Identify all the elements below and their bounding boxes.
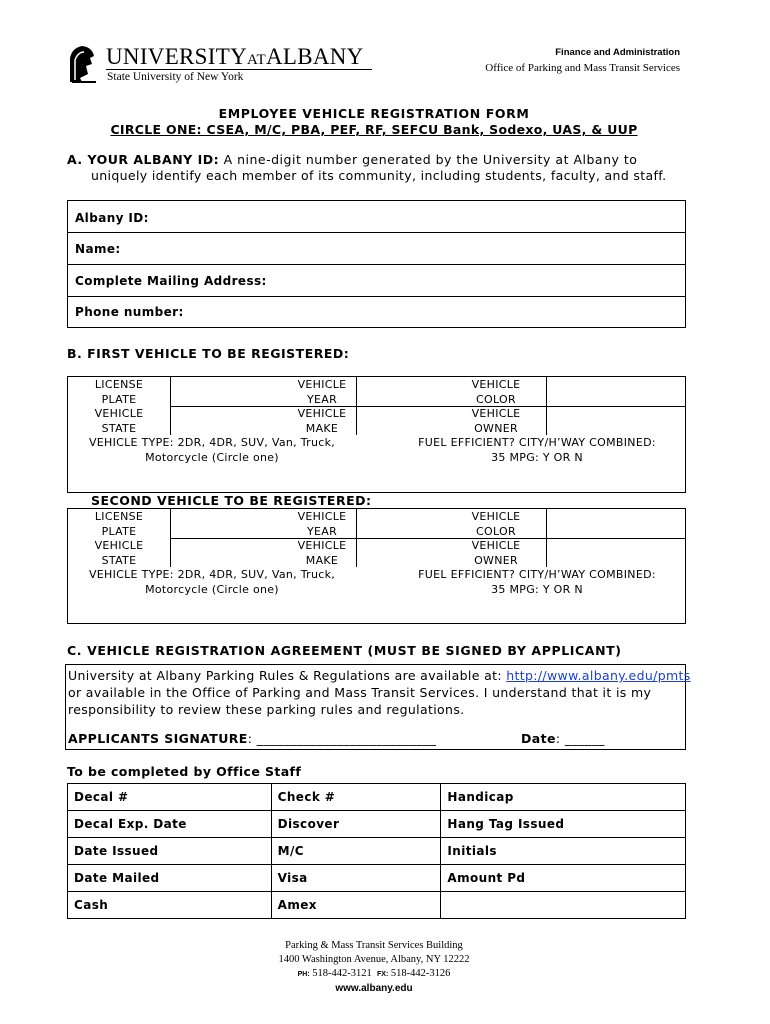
union-circle-line: CIRCLE ONE: CSEA, M/C, PBA, PEF, RF, SEFCU Bank, Sodexo, UAS, & UUP	[110, 122, 638, 137]
section-a-desc-1: A nine-digit number generated by the University at Albany to	[219, 152, 638, 167]
fuel-efficient-choice-2[interactable]: FUEL EFFICIENT? CITY/H’WAY COMBINED: 35 MPG: Y OR N	[418, 568, 656, 596]
vehicle-state-field-2[interactable]: VEHICLE STATE	[94, 539, 144, 567]
name-field[interactable]: Name:	[75, 242, 121, 256]
date-issued-cell[interactable]: Date Issued	[68, 838, 272, 865]
vehicle-type-choice[interactable]: VEHICLE TYPE: 2DR, 4DR, SUV, Van, Truck, Motorcycle (Circle one)	[88, 436, 336, 464]
mailing-address-field[interactable]: Complete Mailing Address:	[75, 274, 267, 288]
agreement-text-1: University at Albany Parking Rules & Regulations are available at:	[68, 668, 507, 683]
office-staff-table	[67, 783, 686, 919]
vehicle-year-field[interactable]: VEHICLE YEAR	[297, 378, 347, 406]
handicap-cell[interactable]: Handicap	[441, 784, 686, 811]
fuel-efficient-choice[interactable]: FUEL EFFICIENT? CITY/H’WAY COMBINED: 35 MPG: Y OR N	[418, 436, 656, 464]
footer-address: 1400 Washington Avenue, Albany, NY 12222	[278, 954, 470, 965]
second-vehicle-heading: SECOND VEHICLE TO BE REGISTERED:	[91, 493, 372, 508]
footer-website[interactable]: www.albany.edu	[335, 983, 413, 994]
date-line[interactable]: : ______	[555, 731, 605, 746]
section-a-desc-2: uniquely identify each member of its community, including students, faculty, and staff.	[91, 168, 667, 183]
table-row	[68, 892, 686, 919]
form-title: EMPLOYEE VEHICLE REGISTRATION FORM	[218, 106, 530, 121]
phone-label: PH:	[297, 971, 310, 978]
decal-number-cell[interactable]: Decal #	[68, 784, 272, 811]
license-plate-field[interactable]: LICENSE PLATE	[94, 378, 144, 406]
amex-cell[interactable]: Amex	[271, 892, 441, 919]
check-number-cell[interactable]: Check #	[271, 784, 441, 811]
section-b-heading: B. FIRST VEHICLE TO BE REGISTERED:	[67, 346, 350, 361]
signature-label: APPLICANTS SIGNATURE	[68, 731, 248, 746]
initials-cell[interactable]: Initials	[441, 838, 686, 865]
hang-tag-issued-cell[interactable]: Hang Tag Issued	[441, 811, 686, 838]
first-vehicle-box	[67, 376, 686, 493]
logo-at-text: AT	[247, 52, 266, 68]
id-info-box	[67, 200, 686, 328]
signature-line[interactable]: : ___________________________	[247, 731, 437, 746]
agreement-text-2: or available in the Office of Parking and Mass Transit Services. I understand that it is my	[68, 685, 652, 700]
section-c-heading: C. VEHICLE REGISTRATION AGREEMENT (MUST BE SIGNED BY APPLICANT)	[67, 643, 622, 658]
agreement-text-3: responsibility to review these parking rules and regulations.	[68, 702, 465, 717]
second-vehicle-box	[67, 508, 686, 624]
vehicle-owner-field[interactable]: VEHICLE OWNER	[471, 407, 521, 435]
university-logo	[66, 44, 386, 86]
vehicle-color-field-2[interactable]: VEHICLE COLOR	[471, 510, 521, 538]
table-row	[68, 784, 686, 811]
amount-paid-cell[interactable]: Amount Pd	[441, 865, 686, 892]
phone-number: 518-442-3121	[312, 968, 372, 979]
table-row	[68, 838, 686, 865]
vehicle-owner-field-2[interactable]: VEHICLE OWNER	[471, 539, 521, 567]
cash-cell[interactable]: Cash	[68, 892, 272, 919]
visa-cell[interactable]: Visa	[271, 865, 441, 892]
date-label: Date	[521, 731, 556, 746]
logo-city-text: ALBANY	[265, 44, 364, 69]
empty-cell	[441, 892, 686, 919]
vehicle-make-field[interactable]: VEHICLE MAKE	[297, 407, 347, 435]
logo-subtitle: State University of New York	[107, 71, 244, 83]
albany-id-field[interactable]: Albany ID:	[75, 211, 149, 225]
decal-exp-date-cell[interactable]: Decal Exp. Date	[68, 811, 272, 838]
fax-number: 518-442-3126	[390, 968, 451, 979]
mc-cell[interactable]: M/C	[271, 838, 441, 865]
vehicle-year-field-2[interactable]: VEHICLE YEAR	[297, 510, 347, 538]
minerva-seal-icon	[66, 44, 100, 84]
date-mailed-cell[interactable]: Date Mailed	[68, 865, 272, 892]
vehicle-state-field[interactable]: VEHICLE STATE	[94, 407, 144, 435]
license-plate-field-2[interactable]: LICENSE PLATE	[94, 510, 144, 538]
logo-main-text: UNIVERSITY	[106, 44, 247, 69]
footer-building: Parking & Mass Transit Services Building	[285, 940, 463, 951]
section-a-heading: A. YOUR ALBANY ID:	[67, 152, 220, 167]
vehicle-make-field-2[interactable]: VEHICLE MAKE	[297, 539, 347, 567]
discover-cell[interactable]: Discover	[271, 811, 441, 838]
fax-label: FX:	[377, 971, 389, 978]
agreement-box	[65, 664, 691, 750]
office-name: Office of Parking and Mass Transit Services	[485, 62, 680, 74]
office-staff-heading: To be completed by Office Staff	[67, 764, 302, 779]
table-row	[68, 811, 686, 838]
pmts-link[interactable]: http://www.albany.edu/pmts	[506, 668, 691, 683]
vehicle-color-field[interactable]: VEHICLE COLOR	[471, 378, 521, 406]
vehicle-type-choice-2[interactable]: VEHICLE TYPE: 2DR, 4DR, SUV, Van, Truck, Motorcycle (Circle one)	[88, 568, 336, 596]
dept-name: Finance and Administration	[555, 47, 680, 58]
table-row	[68, 865, 686, 892]
phone-number-field[interactable]: Phone number:	[75, 305, 184, 319]
